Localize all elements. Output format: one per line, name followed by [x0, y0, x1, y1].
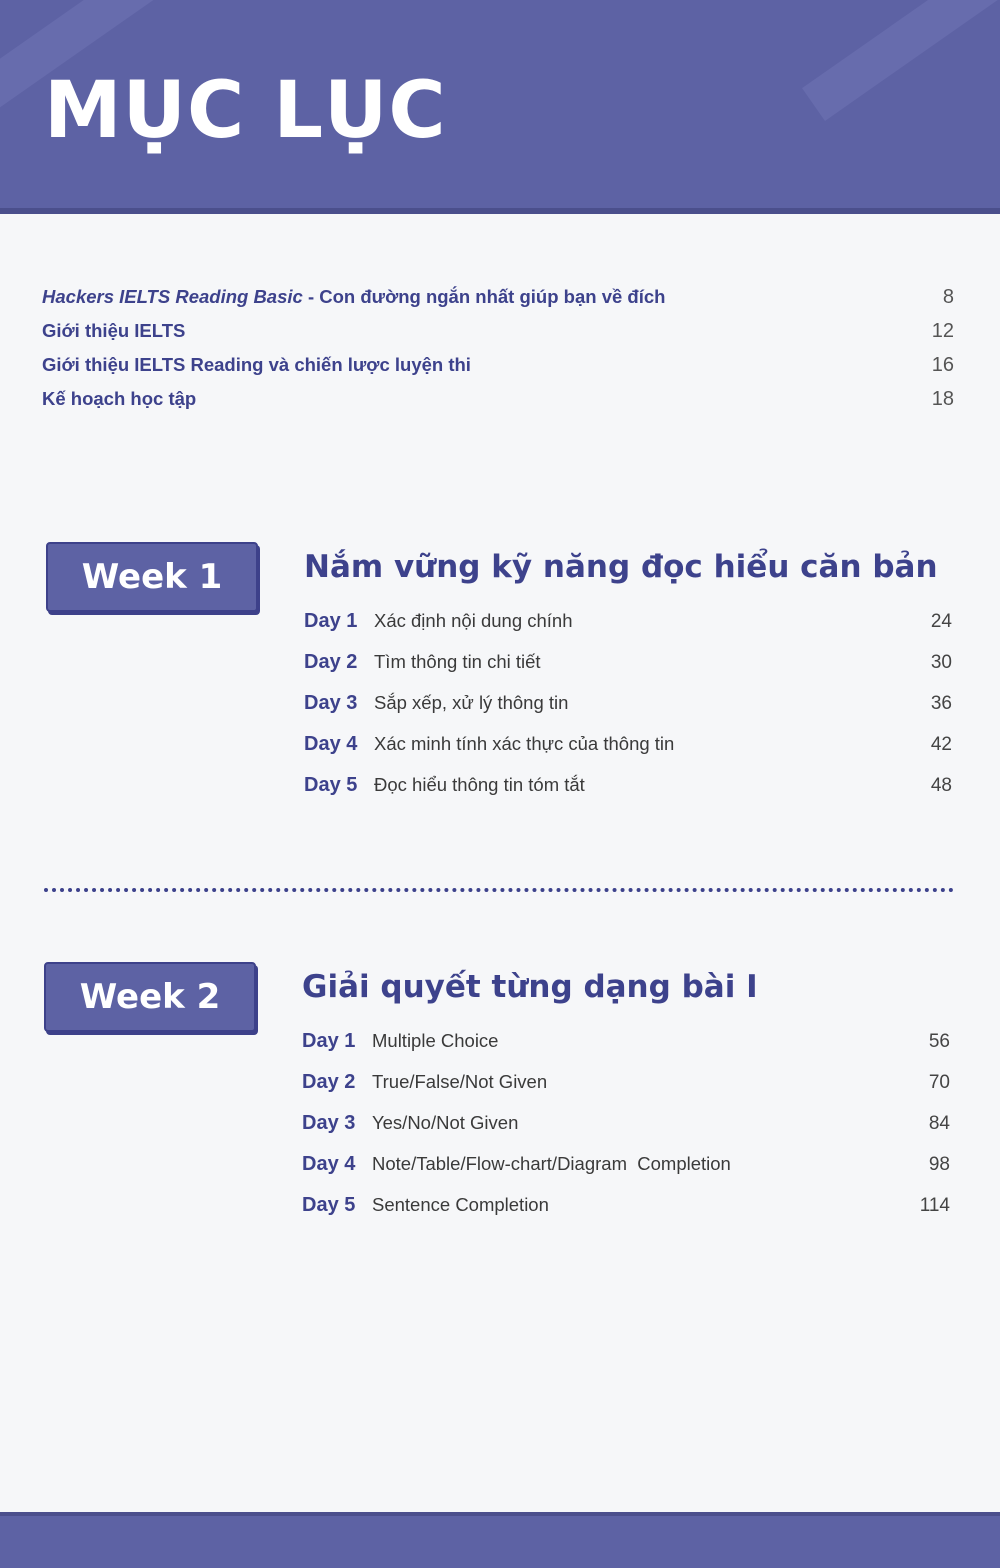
intro-item-title: Giới thiệu IELTS Reading và chiến lược luyện thi — [42, 354, 471, 375]
intro-item[interactable] — [42, 286, 954, 320]
page-number: 18 — [931, 388, 954, 410]
page-number: 56 — [928, 1031, 950, 1052]
intro-item[interactable] — [42, 354, 954, 388]
day-label: Day 5 — [302, 1194, 356, 1216]
page-number: 98 — [928, 1154, 950, 1175]
day-title: Đọc hiểu thông tin tóm tắt — [374, 774, 585, 795]
day-item[interactable] — [304, 774, 952, 815]
day-label: Day 2 — [302, 1071, 356, 1093]
day-title: Multiple Choice — [372, 1030, 499, 1051]
intro-item-title: Giới thiệu IELTS — [42, 320, 186, 341]
page-number: 8 — [942, 286, 954, 308]
day-item[interactable] — [302, 1071, 950, 1112]
day-item[interactable] — [304, 733, 952, 774]
week-2-title: Giải quyết từng dạng bài I — [302, 969, 758, 1005]
day-title: Xác minh tính xác thực của thông tin — [374, 733, 675, 754]
day-title: True/False/Not Given — [372, 1071, 548, 1092]
page-number: 48 — [930, 775, 952, 796]
page-number: 114 — [919, 1195, 950, 1216]
week-2-badge: Week 2 — [44, 962, 256, 1032]
day-title: Tìm thông tin chi tiết — [374, 651, 541, 672]
page-number: 24 — [930, 611, 952, 632]
page-number: 16 — [931, 354, 954, 376]
day-label: Day 4 — [304, 733, 358, 755]
day-label: Day 1 — [304, 610, 358, 632]
day-label: Day 4 — [302, 1153, 356, 1175]
intro-item-title: Kế hoạch học tập — [42, 388, 197, 409]
day-item[interactable] — [304, 651, 952, 692]
day-item[interactable] — [302, 1194, 950, 1235]
week-2-days — [302, 1030, 950, 1235]
intro-item-title-rest: - Con đường ngắn nhất giúp bạn về đích — [302, 286, 666, 307]
dotted-divider — [44, 888, 954, 892]
week-1-title: Nắm vững kỹ năng đọc hiểu căn bản — [304, 549, 938, 585]
day-item[interactable] — [304, 610, 952, 651]
intro-item-title-italic: Hackers IELTS Reading Basic — [42, 286, 303, 307]
page-number: 70 — [928, 1072, 950, 1093]
day-label: Day 3 — [304, 692, 358, 714]
page-number: 42 — [930, 734, 952, 755]
day-label: Day 2 — [304, 651, 358, 673]
page-number: 84 — [928, 1113, 950, 1134]
footer-band — [0, 1512, 1000, 1568]
week-1-badge: Week 1 — [46, 542, 258, 612]
day-item[interactable] — [304, 692, 952, 733]
day-title: Sắp xếp, xử lý thông tin — [374, 692, 569, 713]
week-1-days — [304, 610, 952, 815]
header-banner — [0, 0, 1000, 214]
day-item[interactable] — [302, 1153, 950, 1194]
intro-item-title — [42, 286, 665, 308]
decorative-stripe — [802, 0, 1000, 121]
page-number: 30 — [930, 652, 952, 673]
day-title: Note/Table/Flow-chart/Diagram Completion — [372, 1153, 731, 1174]
day-label: Day 3 — [302, 1112, 356, 1134]
page-title: MỤC LỤC — [44, 66, 447, 156]
day-title: Sentence Completion — [372, 1194, 549, 1215]
day-title: Xác định nội dung chính — [374, 610, 573, 631]
intro-item[interactable] — [42, 388, 954, 422]
day-item[interactable] — [302, 1030, 950, 1071]
day-label: Day 5 — [304, 774, 358, 796]
intro-item[interactable] — [42, 320, 954, 354]
day-item[interactable] — [302, 1112, 950, 1153]
page-number: 12 — [931, 320, 954, 342]
day-title: Yes/No/Not Given — [372, 1112, 519, 1133]
page-number: 36 — [930, 693, 952, 714]
intro-list — [42, 286, 954, 422]
day-label: Day 1 — [302, 1030, 356, 1052]
